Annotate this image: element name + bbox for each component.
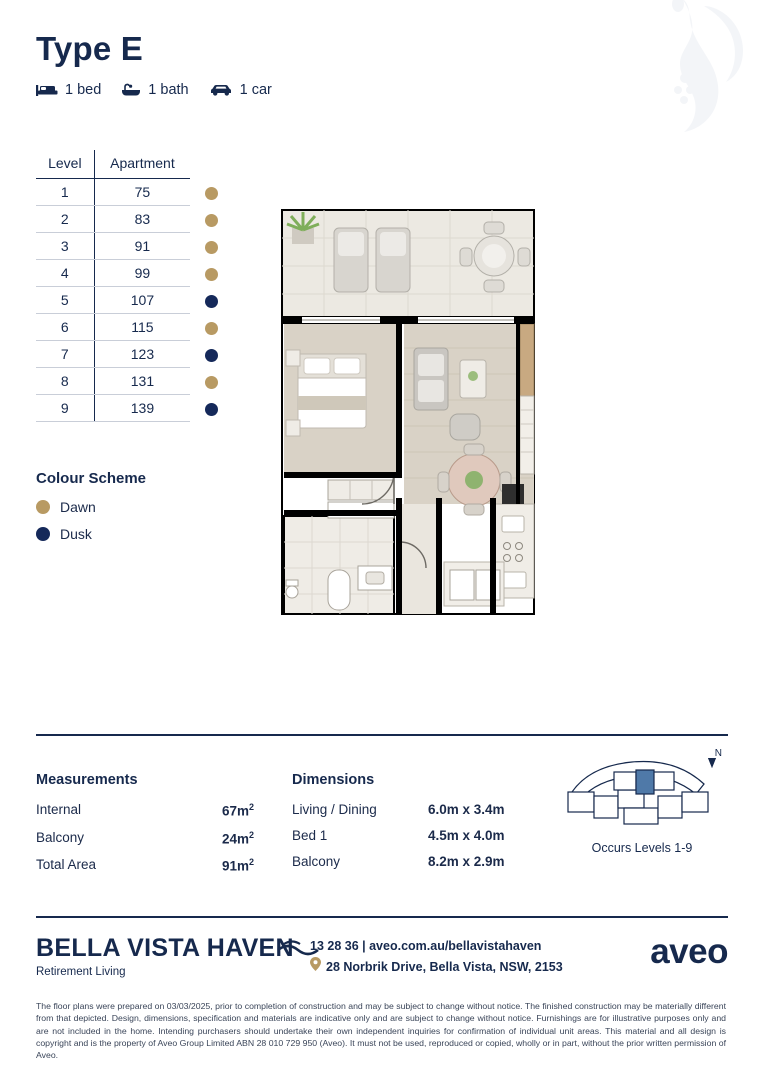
cell-level: 6 [36, 314, 94, 341]
measurement-value: $91m^2$ [222, 857, 255, 874]
cell-scheme-dot [190, 368, 226, 395]
location-pin-icon [310, 957, 321, 978]
dusk-swatch [36, 527, 50, 541]
dimension-value: 8.2m x 2.9m [428, 854, 505, 869]
unit-highlight [636, 770, 654, 794]
cell-level: 5 [36, 287, 94, 314]
colour-scheme [36, 470, 146, 553]
page-title: Type E [36, 30, 143, 67]
legend-label-dusk: Dusk [60, 526, 92, 542]
bed-icon [36, 83, 58, 97]
cell-level: 9 [36, 395, 94, 422]
legend-item-dusk [36, 526, 146, 542]
dawn-swatch [205, 241, 218, 254]
cell-level: 3 [36, 233, 94, 260]
measurement-row [36, 802, 261, 819]
measurement-value: $24m^2$ [222, 829, 255, 846]
cell-scheme-dot [190, 233, 226, 260]
aveo-logo: aveo [650, 932, 728, 971]
contact-block [310, 936, 563, 977]
cell-level: 7 [36, 341, 94, 368]
divider-top [36, 734, 728, 736]
feature-car [209, 82, 272, 98]
column-header-level: Level [36, 150, 94, 179]
column-header-scheme [190, 150, 226, 179]
cell-level: 8 [36, 368, 94, 395]
dimension-row [292, 854, 542, 869]
measurement-row [36, 857, 261, 874]
dimension-value: 4.5m x 4.0m [428, 828, 505, 843]
table-row [36, 233, 226, 260]
cell-scheme-dot [190, 206, 226, 233]
cell-apartment: 75 [94, 179, 190, 206]
cell-apartment: 139 [94, 395, 190, 422]
bath-icon [121, 83, 141, 97]
dawn-swatch [205, 214, 218, 227]
feature-car-label: 1 car [239, 82, 272, 98]
cell-apartment: 91 [94, 233, 190, 260]
cell-scheme-dot [190, 260, 226, 287]
divider-bottom [36, 916, 728, 918]
cell-level: 4 [36, 260, 94, 287]
cell-scheme-dot [190, 314, 226, 341]
legend-item-dawn [36, 499, 146, 515]
cell-apartment: 115 [94, 314, 190, 341]
cell-level: 2 [36, 206, 94, 233]
dawn-swatch [205, 376, 218, 389]
dawn-swatch [205, 268, 218, 281]
feature-bath [121, 82, 188, 98]
measurement-label: Total Area [36, 857, 97, 872]
table-header-row [36, 150, 226, 179]
dusk-swatch [205, 403, 218, 416]
cell-scheme-dot [190, 395, 226, 422]
car-icon [209, 83, 233, 97]
table-row [36, 287, 226, 314]
dimension-row [292, 828, 542, 843]
table-row [36, 368, 226, 395]
dimension-label: Living / Dining [292, 802, 377, 817]
cell-apartment: 83 [94, 206, 190, 233]
feature-summary [36, 82, 272, 98]
north-indicator-label: N [714, 748, 722, 759]
measurement-value: $67m^2$ [222, 802, 255, 819]
disclaimer-text: The floor plans were prepared on 03/03/2025, prior to completion of construction and may be subject to change without notice. The finished construction may be materially different from that depicted. Design, dimensions, specification and materials are indicative only and are subject to change without notice. Furnishings are for illustrative purposes only and are not included in the home. Intending purchasers should undertake their own independent inquiries for confirmation of individual unit areas. This material and all design is copyright and is the property of Aveo Group Limited ABN 28 010 729 950 (Aveo). It must not be used, reproduced or copied, wholly or in part, without the prior written permission of Aveo. [36, 1001, 726, 1061]
table-row [36, 260, 226, 287]
legend-label-dawn: Dawn [60, 499, 96, 515]
cell-scheme-dot [190, 287, 226, 314]
cell-apartment: 123 [94, 341, 190, 368]
dawn-swatch [205, 322, 218, 335]
brand-name: BELLA VISTA HAVEN [36, 934, 294, 962]
table-row [36, 341, 226, 368]
dusk-swatch [205, 349, 218, 362]
dimension-row [292, 802, 542, 817]
measurements-title: Measurements [36, 772, 138, 788]
cell-apartment: 99 [94, 260, 190, 287]
feature-bath-label: 1 bath [148, 82, 189, 98]
dusk-swatch [205, 295, 218, 308]
contact-address: 28 Norbrik Drive, Bella Vista, NSW, 2153 [326, 959, 563, 974]
table-row [36, 314, 226, 341]
table-row [36, 206, 226, 233]
key-plan-caption: Occurs Levels 1-9 [591, 841, 693, 855]
bird-watermark-icon [586, 0, 746, 150]
cell-apartment: 107 [94, 287, 190, 314]
cell-apartment: 131 [94, 368, 190, 395]
measurements-block [36, 772, 261, 885]
brand-block [36, 934, 294, 978]
measurement-label: Balcony [36, 829, 85, 845]
dimension-label: Balcony [292, 854, 341, 869]
cell-scheme-dot [190, 341, 226, 368]
colour-scheme-title: Colour Scheme [36, 470, 147, 487]
column-header-apartment: Apartment [94, 150, 190, 179]
brand-tagline: Retirement Living [36, 966, 126, 978]
table-row [36, 179, 226, 206]
contact-phone-web[interactable]: 13 28 36 | aveo.com.au/bellavistahaven [310, 939, 542, 953]
dimension-value: 6.0m x 3.4m [428, 802, 505, 817]
floor-plan-drawing [268, 198, 558, 638]
dimensions-title: Dimensions [292, 772, 375, 788]
dimension-label: Bed 1 [292, 828, 328, 843]
level-apartment-table [36, 150, 226, 422]
measurement-row [36, 830, 261, 847]
key-plan [556, 748, 728, 855]
table-row [36, 395, 226, 422]
dawn-swatch [36, 500, 50, 514]
feature-bed [36, 82, 101, 98]
dawn-swatch [205, 187, 218, 200]
dimensions-block [292, 772, 542, 880]
measurement-label: Internal [36, 802, 82, 817]
feature-bed-label: 1 bed [65, 82, 102, 98]
cell-level: 1 [36, 179, 94, 206]
cell-scheme-dot [190, 179, 226, 206]
